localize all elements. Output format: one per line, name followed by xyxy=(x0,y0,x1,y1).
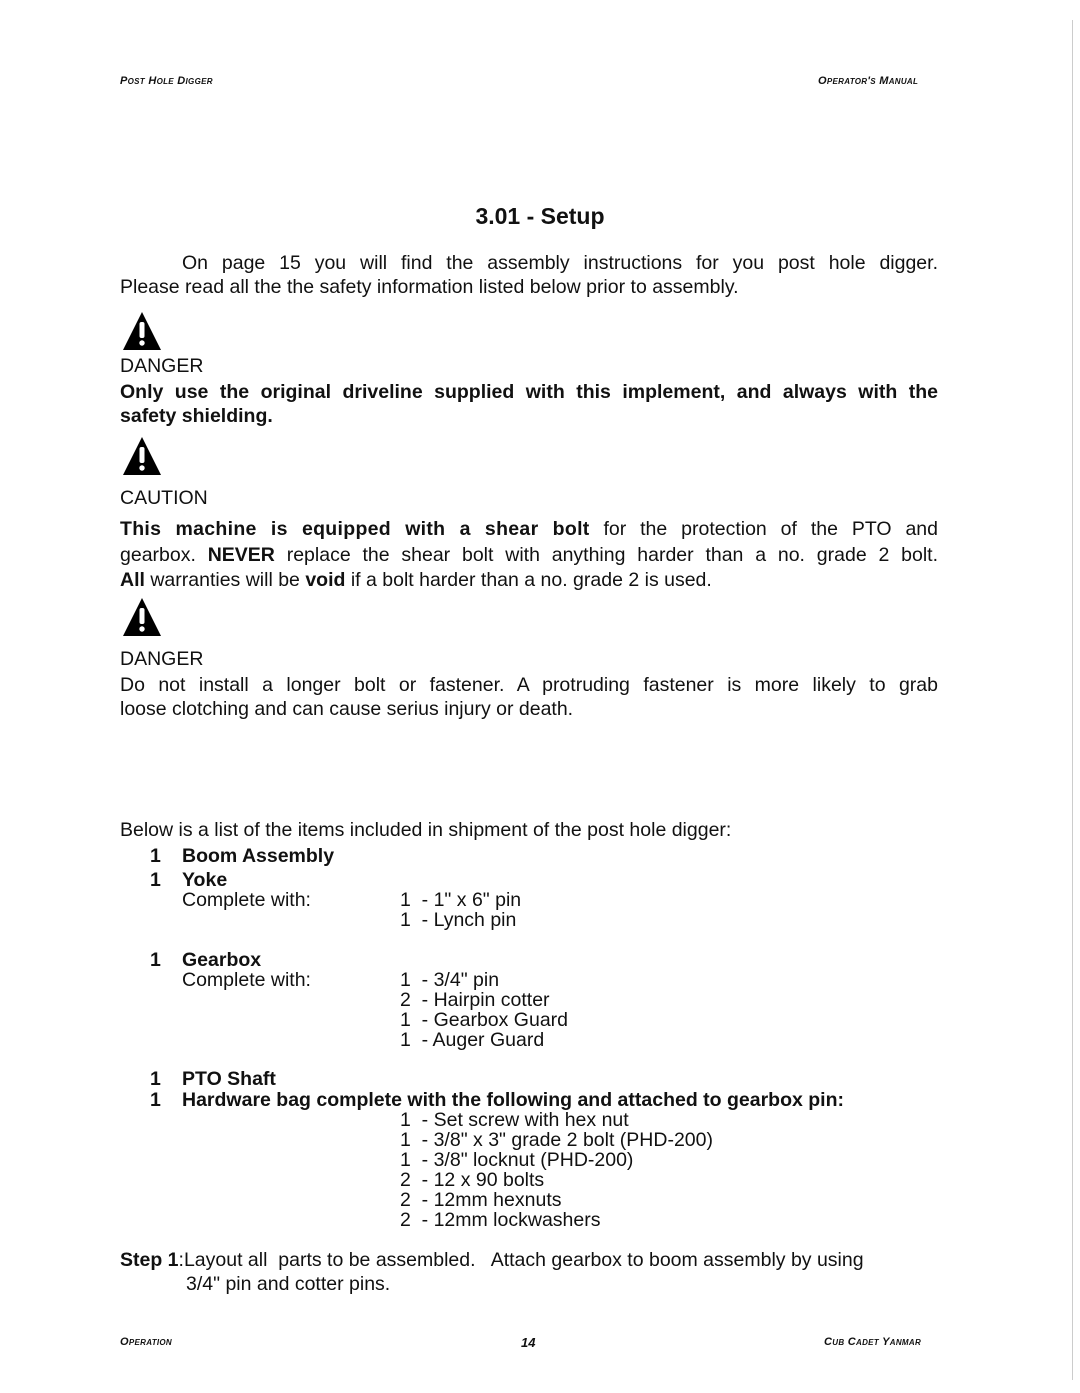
caution-line-2-a: gearbox. xyxy=(120,544,208,566)
part-line: 1 - 3/8" x 3" grade 2 bolt (PHD-200) xyxy=(400,1129,713,1151)
caution-line-2 xyxy=(120,543,938,567)
item-name: Yoke xyxy=(182,869,228,891)
complete-with-label: Complete with: xyxy=(182,889,311,911)
part-line: 2 - 12mm lockwashers xyxy=(400,1209,601,1231)
footer-right: Cub Cadet Yanmar xyxy=(824,1336,922,1348)
part-line: 2 - 12mm hexnuts xyxy=(400,1189,562,1211)
part-line: 1 - Lynch pin xyxy=(400,909,517,931)
danger-label-2: DANGER xyxy=(120,648,204,670)
step-text: :Layout all parts to be assembled. Attach gearbox to boom assembly by using xyxy=(178,1249,864,1271)
void-emphasis: void xyxy=(305,569,346,591)
caution-line-3-rest: if a bolt harder than a no. grade 2 is used. xyxy=(345,569,712,591)
item-name: Hardware bag complete with the following and attached to gearbox pin: xyxy=(182,1089,844,1111)
part-line: 2 - Hairpin cotter xyxy=(400,989,550,1011)
complete-with-label: Complete with: xyxy=(182,969,311,991)
danger-text-1-line-1: Only use the original driveline supplied with this implement, and always with the xyxy=(120,381,938,403)
intro-line-1: On page 15 you will find the assembly instructions for you post hole digger. xyxy=(182,252,938,274)
warning-triangle-icon xyxy=(122,311,162,351)
danger-text-2-line-1: Do not install a longer bolt or fastener. A protruding fastener is more likely to grab xyxy=(120,674,938,696)
header-left: Post Hole Digger xyxy=(120,75,213,87)
danger-text-1-line-2: safety shielding. xyxy=(120,405,273,427)
item-qty: 1 xyxy=(150,869,161,891)
item-name: Gearbox xyxy=(182,949,262,971)
item-qty: 1 xyxy=(150,1068,161,1090)
step-1-line-1 xyxy=(120,1248,864,1272)
caution-line-2-rest: replace the shear bolt with anything harder than a no. grade 2 bolt. xyxy=(274,544,938,566)
part-line: 1 - 3/4" pin xyxy=(400,969,500,991)
caution-label: CAUTION xyxy=(120,487,208,509)
page-title: 3.01 - Setup xyxy=(475,203,605,229)
part-line: 1 - 1" x 6" pin xyxy=(400,889,522,911)
part-line: 1 - 3/8" locknut (PHD-200) xyxy=(400,1149,634,1171)
page-number: 14 xyxy=(521,1335,536,1350)
item-qty: 1 xyxy=(150,949,161,971)
intro-line-2: Please read all the the safety information listed below prior to assembly. xyxy=(120,276,739,298)
part-line: 1 - Gearbox Guard xyxy=(400,1009,568,1031)
danger-label-1: DANGER xyxy=(120,355,204,377)
item-name: PTO Shaft xyxy=(182,1068,276,1090)
caution-line-3 xyxy=(120,568,712,592)
part-line: 2 - 12 x 90 bolts xyxy=(400,1169,545,1191)
warning-triangle-icon xyxy=(122,597,162,637)
caution-line-1 xyxy=(120,517,938,541)
caution-line-3-a: warranties will be xyxy=(144,569,306,591)
part-line: 1 - Auger Guard xyxy=(400,1029,545,1051)
caution-line-1-rest: for the protection of the PTO and xyxy=(589,518,938,540)
step-1-line-2: 3/4" pin and cotter pins. xyxy=(186,1273,391,1295)
header-right: Operator's Manual xyxy=(818,75,919,87)
list-intro: Below is a list of the items included in shipment of the post hole digger: xyxy=(120,819,732,841)
item-qty: 1 xyxy=(150,1089,161,1111)
danger-text-2-line-2: loose clotching and can cause serius injury or death. xyxy=(120,698,574,720)
part-line: 1 - Set screw with hex nut xyxy=(400,1109,629,1131)
all-emphasis: All xyxy=(120,569,145,591)
shear-bolt-lead: This machine is equipped with a shear bolt xyxy=(120,518,590,540)
footer-left: Operation xyxy=(120,1336,172,1348)
never-emphasis: NEVER xyxy=(207,544,275,566)
item-qty: 1 xyxy=(150,845,161,867)
item-name: Boom Assembly xyxy=(182,845,335,867)
warning-triangle-icon xyxy=(122,436,162,476)
step-label: Step 1 xyxy=(120,1249,179,1271)
